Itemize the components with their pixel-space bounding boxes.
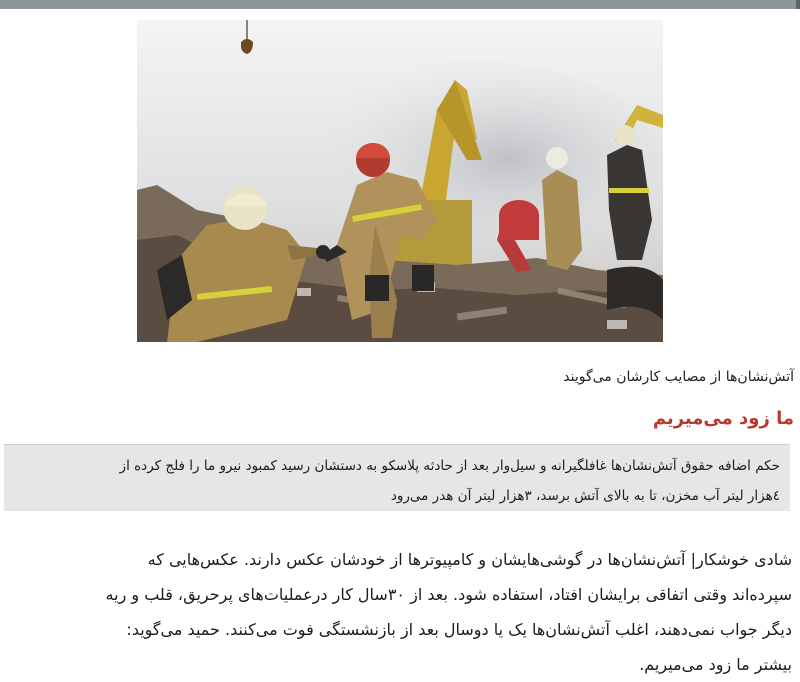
- top-bar-edge: [796, 0, 800, 9]
- article-headline: ما زود می‌میریم: [652, 408, 794, 429]
- lead-line: ٤هزار لیتر آب مخزن، تا به بالای آتش برسد، ٣هزار لیتر آن هدر می‌رود: [390, 488, 780, 504]
- top-bar: [0, 0, 800, 9]
- lead-box: [4, 444, 790, 511]
- firefighters-photo: [137, 20, 663, 342]
- article-photo: [137, 20, 663, 342]
- body-line: دیگر جواب نمی‌دهند، اغلب آتش‌نشان‌ها یک یا دوسال بعد از بازنشستگی فوت می‌کنند. حمید می‌گوید:: [126, 620, 792, 639]
- body-line: شادی خوشکار| آتش‌نشان‌ها در گوشی‌هایشان و کامپیوترها از خودشان عکس دارند. عکس‌هایی که: [147, 550, 792, 569]
- photo-caption: آتش‌نشان‌ها از مصایب کارشان می‌گویند: [563, 369, 794, 385]
- lead-text: [10, 451, 780, 511]
- body-line: سپرده‌اند وقتی اتفاقی برایشان افتاد، استفاده شود. بعد از ٣٠سال کار درعملیات‌های پرحریق، قلب و ریه: [105, 585, 792, 604]
- article-body: [8, 542, 792, 682]
- body-line: بیشتر ما زود می‌میریم.: [639, 655, 792, 674]
- lead-line: حکم اضافه حقوق آتش‌نشان‌ها غافلگیرانه و سیل‌وار بعد از حادثه پلاسکو به دستشان رسید کمبود نیرو ما را فلج کرده از: [119, 458, 780, 474]
